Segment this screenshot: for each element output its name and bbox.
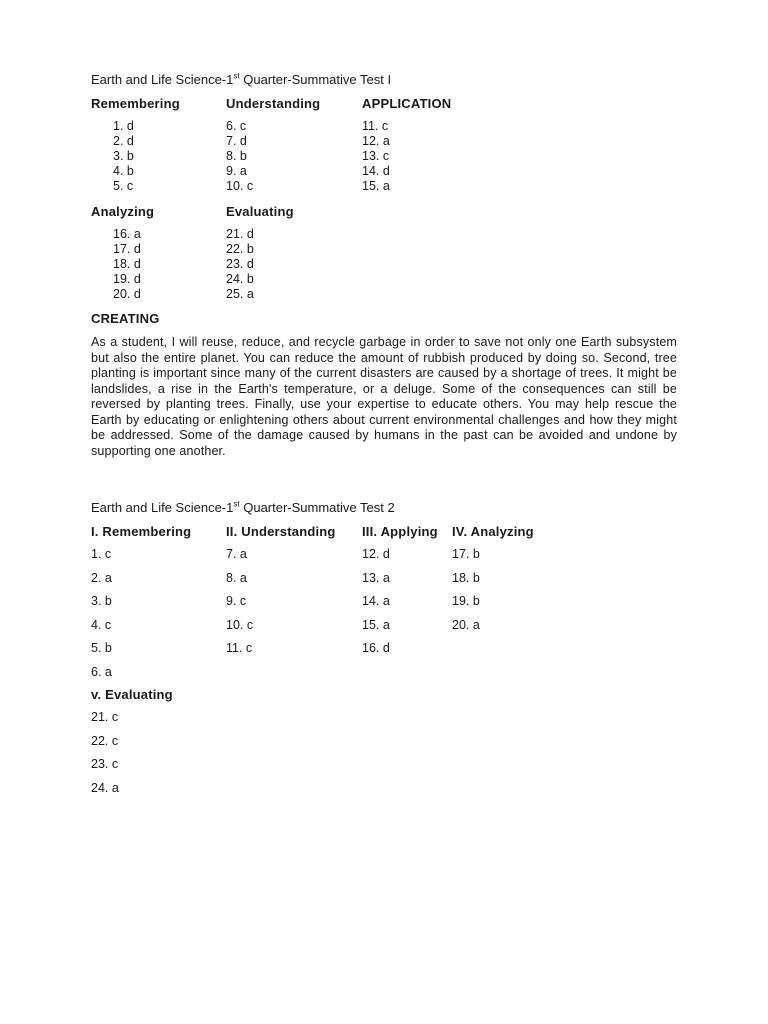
answer-item: 6. a	[91, 664, 112, 679]
answer-item: 21. c	[91, 710, 119, 724]
test1-header-remembering: Remembering	[91, 96, 180, 111]
test2-header-analyzing: IV. Analyzing	[452, 524, 534, 539]
test1-header-analyzing: Analyzing	[91, 204, 155, 219]
creating-paragraph: As a student, I will reuse, reduce, and recycle garbage in order to save not only one Earth subsystem but also the entire planet. You can reduce the amount of rubbish produced by doing so. Second, tree planting is important since many of the current disasters are caused by a shortage of trees. It might be landslides, a rise in the Earth's temperature, or a deluge. Some of the consequences can still be reversed by planting trees. Finally, use your expertise to educate others. You may help rescue the Earth by educating or enlightening others about current environmental challenges and how they might be addressed. Some of the damage caused by humans in the past can be avoided and undone by supporting one another.	[91, 335, 677, 458]
answer-item: 16. d	[362, 641, 390, 655]
answer-item: 14. d	[362, 164, 390, 178]
answer-item: 23. d	[226, 257, 254, 271]
answer-item: 1. c	[91, 547, 112, 561]
answer-item: 2. d	[113, 134, 134, 148]
answer-item: 9. a	[226, 164, 247, 178]
answer-item: 22. b	[226, 242, 254, 256]
answer-item: 17. d	[113, 242, 141, 256]
answer-item: 12. a	[362, 134, 390, 148]
test2-remembering-list	[91, 547, 112, 688]
test2-header-applying: III. Applying	[362, 524, 438, 539]
answer-item: 19. b	[452, 594, 480, 608]
answer-item: 7. d	[226, 134, 247, 148]
answer-item: 24. a	[91, 780, 119, 795]
test2-header-understanding: II. Understanding	[226, 524, 336, 539]
answer-item: 11. c	[362, 119, 389, 133]
answer-item: 20. d	[113, 287, 141, 301]
test1-header-understanding: Understanding	[226, 96, 321, 111]
answer-item: 8. b	[226, 149, 247, 163]
answer-item: 12. d	[362, 547, 390, 561]
answer-item: 7. a	[226, 547, 247, 561]
answer-item: 11. c	[226, 641, 253, 655]
answer-item: 18. d	[113, 257, 141, 271]
test2-understanding-list	[226, 547, 253, 665]
test1-header-creating: CREATING	[91, 311, 160, 326]
answer-item: 10. c	[226, 179, 254, 193]
answer-item: 10. c	[226, 617, 254, 632]
test1-title-rest: Quarter-Summative Test I	[239, 72, 392, 87]
answer-item: 17. b	[452, 547, 480, 561]
answer-item: 15. a	[362, 179, 390, 193]
answer-item: 5. c	[113, 179, 134, 193]
answer-item: 8. a	[226, 570, 247, 585]
answer-item: 13. c	[362, 149, 390, 163]
test1-header-evaluating: Evaluating	[226, 204, 294, 219]
answer-item: 5. b	[91, 641, 112, 655]
test2-title-rest: Quarter-Summative Test 2	[239, 500, 395, 515]
test1-application-list	[362, 119, 390, 194]
answer-item: 14. a	[362, 594, 390, 608]
answer-item: 4. b	[113, 164, 134, 178]
answer-item: 23. c	[91, 757, 119, 771]
answer-item: 4. c	[91, 617, 112, 632]
test2-title-sup: st	[233, 499, 240, 509]
answer-item: 3. b	[113, 149, 134, 163]
answer-item: 25. a	[226, 287, 254, 301]
answer-item: 9. c	[226, 594, 247, 608]
test1-title-sup: st	[233, 71, 240, 81]
test1-remembering-list	[113, 119, 134, 194]
test2-evaluating-list	[91, 710, 119, 804]
test1-understanding-list	[226, 119, 253, 194]
answer-item: 2. a	[91, 570, 112, 585]
test2-header-remembering: I. Remembering	[91, 524, 192, 539]
test1-analyzing-list	[113, 227, 141, 302]
test2-title-main: Earth and Life Science-1	[91, 500, 234, 515]
answer-item: 16. a	[113, 227, 141, 241]
answer-item: 24. b	[226, 272, 254, 286]
test2-header-evaluating: v. Evaluating	[91, 687, 173, 702]
answer-item: 19. d	[113, 272, 141, 286]
answer-item: 3. b	[91, 594, 112, 608]
answer-item: 1. d	[113, 119, 134, 133]
test1-evaluating-list	[226, 227, 254, 302]
test1-header-application: APPLICATION	[362, 96, 452, 111]
answer-item: 21. d	[226, 227, 254, 241]
answer-item: 22. c	[91, 733, 119, 748]
test2-applying-list	[362, 547, 390, 665]
answer-item: 20. a	[452, 617, 480, 632]
test2-analyzing-list	[452, 547, 480, 641]
answer-item: 6. c	[226, 119, 247, 133]
answer-item: 18. b	[452, 570, 480, 585]
test1-title-main: Earth and Life Science-1	[91, 72, 234, 87]
test2-title	[91, 500, 395, 515]
test1-title	[91, 72, 391, 87]
answer-item: 15. a	[362, 617, 390, 632]
answer-item: 13. a	[362, 570, 390, 585]
